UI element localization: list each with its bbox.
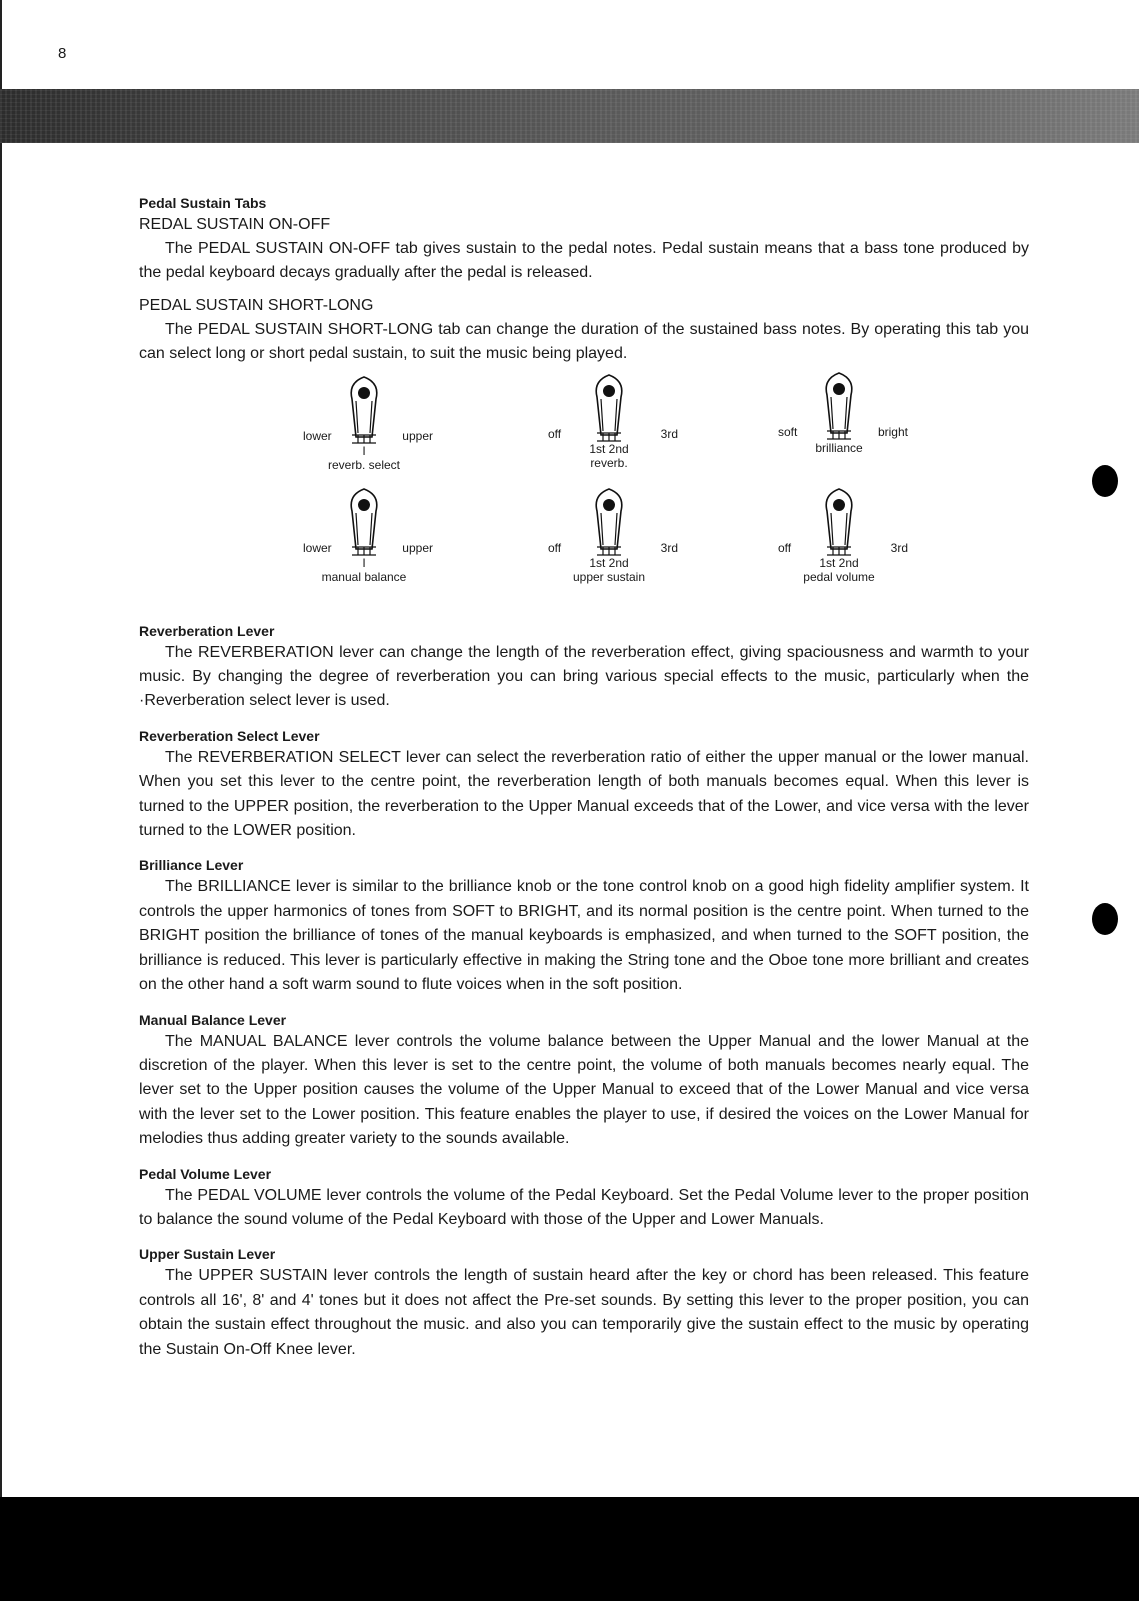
page-number: 8 <box>58 45 67 62</box>
lever-pedal-volume-name: pedal volume <box>803 569 875 584</box>
lever-brilliance-name: brilliance <box>815 440 863 455</box>
lever-upper-sustain-right-label: 3rd <box>660 540 678 555</box>
lever-upper-sustain-left-label: off <box>548 540 562 555</box>
lever-upper-sustain-mid-label: 1st 2nd <box>589 555 629 570</box>
lever-brilliance-right-label: bright <box>877 424 908 439</box>
section-heading-brilliance: Brilliance Lever <box>139 857 244 874</box>
lever-reverb-select-right-label: upper <box>402 428 433 443</box>
lever-brilliance-left-label: soft <box>778 424 798 439</box>
paragraph-pedal-sustain-short-long: The PEDAL SUSTAIN SHORT-LONG tab can change the duration of the sustained bass notes. By operating this tab you can select long or short pedal sustain, to suit the music being played. <box>139 320 1029 363</box>
section-heading-manual-balance: Manual Balance Lever <box>139 1011 287 1028</box>
lever-reverb-right-label: 3rd <box>660 426 678 441</box>
paragraph-manual-balance: The MANUAL BALANCE lever controls the volume balance between the Upper Manual and the lower Manual at the discretion of the player. When this lever is set to the centre point, the volume of both manuals becomes nearly equal. The lever set to the Upper position causes the volume of the Upper Manual to exceed that of the Lower Manual and vice versa with the lever set to the Lower position. This feature enables the player to use, if desired the voices on the Lower Manual for melodies thus adding greater variety to the sounds available. <box>139 1032 1029 1148</box>
section-heading-pedal-volume: Pedal Volume Lever <box>139 1165 272 1182</box>
footer-band <box>0 1497 1139 1601</box>
lever-upper-sustain-name: upper sustain <box>572 569 646 584</box>
paragraph-pedal-sustain-on-off: The PEDAL SUSTAIN ON-OFF tab gives sustain to the pedal notes. Pedal sustain means that a bass tone produced by the pedal keyboard decays gradually after the pedal is released. <box>139 240 1029 282</box>
lever-reverb-select-name: reverb. select <box>327 457 401 472</box>
paragraph-upper-sustain: The UPPER SUSTAIN lever controls the length of sustain heard after the key or chord has been released. This feature controls all 16', 8' and 4' tones but it does not affect the Pre-set sounds. By setting this lever to the proper position, you can obtain the sustain effect throughout the music. and also you can temporarily give the sustain effect to the music by operating the Sustain On-Off Knee lever. <box>139 1267 1029 1358</box>
paragraph-reverberation-select: The REVERBERATION SELECT lever can select the reverberation ratio of either the upper manual or the lower manual. When you set this lever to the centre point, the reverberation length of both manuals becomes equal. When this lever is turned to the UPPER position, the reverberation to the Upper Manual exceeds that of the Lower, and vice versa with the lever turned to the LOWER position. <box>139 748 1029 840</box>
paragraph-brilliance: The BRILLIANCE lever is similar to the brilliance knob or the tone control knob on a good high fidelity amplifier system. It controls the upper harmonics of tones from SOFT to BRIGHT, and its normal position is the centre point. When turned to the BRIGHT position the brilliance of tones of the manual keyboards is emphasized, and when turned to the SOFT position, the brilliance is reduced. This lever is particularly effective in making the String tone and the Oboe tone more brilliant and creates on the other hand a soft warm sound to flute voices when in the soft position. <box>139 878 1029 994</box>
lever-pedal-volume-mid-label: 1st 2nd <box>819 555 859 570</box>
lever-reverb-mid-label: 1st 2nd <box>589 441 629 456</box>
lever-pedal-volume-left-label: off <box>778 540 792 555</box>
lever-pedal-volume-right-label: 3rd <box>890 540 908 555</box>
lever-reverb <box>534 371 684 471</box>
lever-brilliance <box>764 369 914 456</box>
section-heading-reverberation: Reverberation Lever <box>139 622 275 639</box>
lever-manual-balance-name: manual balance <box>321 569 407 584</box>
lever-manual-balance-right-label: upper <box>402 540 433 555</box>
section-heading-reverberation-select: Reverberation Select Lever <box>139 727 320 744</box>
lever-reverb-select-left-label: lower <box>303 428 332 443</box>
section-heading-pedal-sustain: Pedal Sustain Tabs <box>139 195 267 211</box>
lever-diagrams <box>139 373 1029 613</box>
punch-hole-upper <box>1092 465 1118 497</box>
page-edge-rule <box>0 0 2 1497</box>
lever-upper-sustain <box>534 485 684 585</box>
punch-hole-lower <box>1092 903 1118 935</box>
lever-reverb-name: reverb. <box>590 455 628 470</box>
lever-reverb-select-mid-label: I <box>362 443 366 458</box>
paragraph-pedal-volume: The PEDAL VOLUME lever controls the volume of the Pedal Keyboard. Set the Pedal Volume lever to the proper position to balance the sound volume of the Pedal Keyboard with those of the Upper and Lower Manuals. <box>139 1186 1029 1228</box>
lever-reverb-left-label: off <box>548 426 562 441</box>
subheading-sustain-short-long: PEDAL SUSTAIN SHORT-LONG <box>139 296 374 314</box>
lever-manual-balance <box>289 485 439 585</box>
paragraph-reverberation: The REVERBERATION lever can change the length of the reverberation effect, giving spaciousness and warmth to your music. By changing the degree of reverberation you can bring various special effects to the music, particularly when the ·Reverberation select lever is used. <box>139 643 1029 710</box>
section-heading-upper-sustain: Upper Sustain Lever <box>139 1246 276 1263</box>
lever-manual-balance-left-label: lower <box>303 540 332 555</box>
page-content <box>139 193 1029 1362</box>
lever-reverb-select <box>289 373 439 473</box>
header-band <box>0 89 1139 143</box>
lever-manual-balance-mid-label: I <box>362 555 366 570</box>
lever-pedal-volume <box>764 485 914 585</box>
subheading-sustain-on-off: REDAL SUSTAIN ON-OFF <box>139 216 331 233</box>
